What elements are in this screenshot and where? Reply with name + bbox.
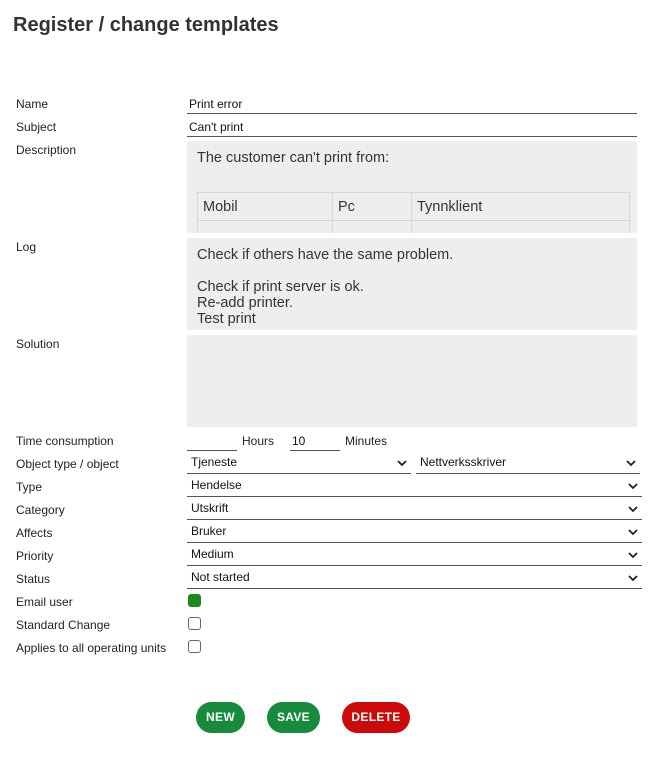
chevron-down-icon <box>627 526 639 538</box>
log-line <box>197 263 627 279</box>
object-value: Nettverksskriver <box>420 455 507 469</box>
applies-all-units-checkbox[interactable] <box>188 640 201 653</box>
type-select[interactable] <box>187 477 642 497</box>
standard-change-checkbox[interactable] <box>188 617 201 630</box>
time-consumption-label: Time consumption <box>16 434 114 448</box>
name-label: Name <box>16 97 49 111</box>
log-label: Log <box>16 240 37 254</box>
status-select[interactable] <box>187 569 642 589</box>
priority-value: Medium <box>191 547 234 561</box>
table-cell <box>333 221 412 234</box>
solution-editor[interactable] <box>187 335 637 427</box>
description-table <box>197 192 630 233</box>
minutes-input[interactable] <box>290 431 340 451</box>
table-cell: Pc <box>333 193 412 221</box>
minutes-unit: Minutes <box>345 434 388 448</box>
standard-change-label: Standard Change <box>16 618 111 632</box>
name-input[interactable] <box>187 94 637 114</box>
affects-label: Affects <box>16 526 53 540</box>
log-line: Test print <box>197 311 256 327</box>
hours-input[interactable] <box>187 431 237 451</box>
object-type-select[interactable] <box>187 454 411 474</box>
affects-select[interactable] <box>187 523 642 543</box>
object-select[interactable] <box>416 454 640 474</box>
priority-select[interactable] <box>187 546 642 566</box>
applies-all-units-label: Applies to all operating units <box>16 641 167 655</box>
chevron-down-icon <box>627 480 639 492</box>
log-line: Check if print server is ok. <box>197 279 364 295</box>
chevron-down-icon <box>627 549 639 561</box>
email-user-checkbox[interactable] <box>188 594 201 607</box>
table-cell: Tynnklient <box>412 193 630 221</box>
chevron-down-icon <box>625 457 637 469</box>
object-type-value: Tjeneste <box>191 455 238 469</box>
type-value: Hendelse <box>191 478 242 492</box>
table-cell: Mobil <box>198 193 333 221</box>
delete-button[interactable]: DELETE <box>342 702 410 733</box>
object-type-label: Object type / object <box>16 457 119 471</box>
description-label: Description <box>16 143 77 157</box>
description-editor[interactable] <box>187 141 637 233</box>
subject-label: Subject <box>16 120 57 134</box>
affects-value: Bruker <box>191 524 227 538</box>
category-label: Category <box>16 503 65 517</box>
new-button[interactable]: NEW <box>196 702 245 733</box>
priority-label: Priority <box>16 549 54 563</box>
status-value: Not started <box>191 570 250 584</box>
log-line: Check if others have the same problem. <box>197 247 454 263</box>
email-user-label: Email user <box>16 595 73 609</box>
chevron-down-icon <box>396 457 408 469</box>
page-title: Register / change templates <box>13 14 279 36</box>
solution-label: Solution <box>16 337 60 351</box>
status-label: Status <box>16 572 51 586</box>
chevron-down-icon <box>627 503 639 515</box>
table-cell <box>198 221 333 234</box>
subject-input[interactable] <box>187 117 637 137</box>
type-label: Type <box>16 480 43 494</box>
category-value: Utskrift <box>191 501 229 515</box>
save-button[interactable]: SAVE <box>267 702 320 733</box>
chevron-down-icon <box>627 572 639 584</box>
description-text: The customer can't print from: <box>197 150 390 166</box>
hours-unit: Hours <box>242 434 275 448</box>
log-editor[interactable] <box>187 238 637 330</box>
table-cell <box>412 221 630 234</box>
log-line: Re-add printer. <box>197 295 293 311</box>
category-select[interactable] <box>187 500 642 520</box>
